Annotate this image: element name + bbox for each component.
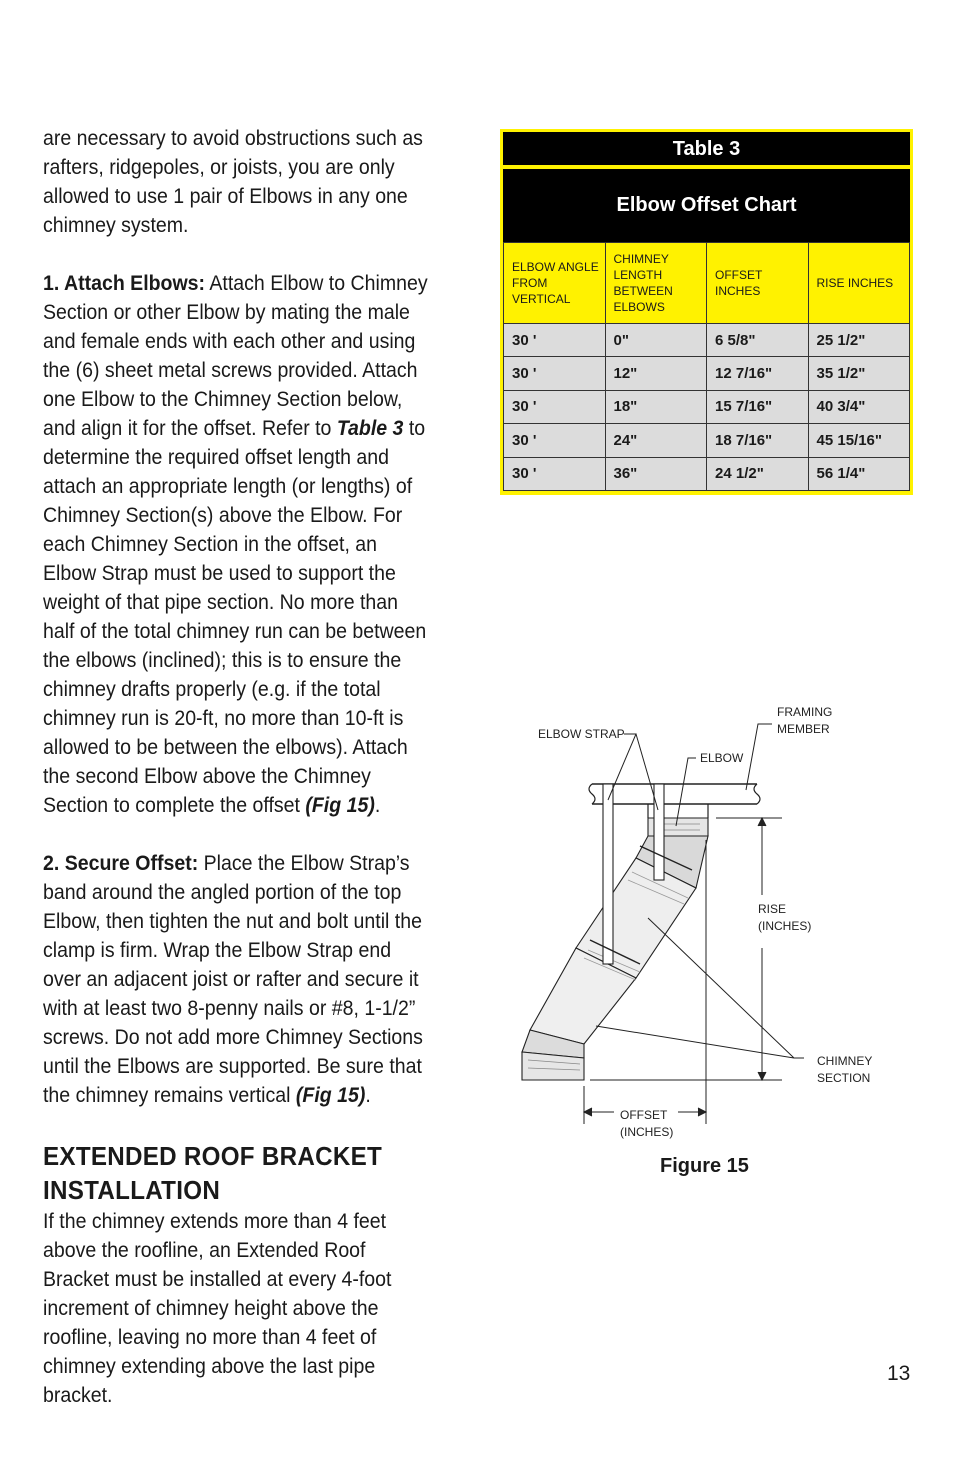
header-cell: OFFSET INCHES bbox=[707, 243, 809, 324]
table-title: Table 3 bbox=[503, 132, 910, 167]
framing-member bbox=[589, 784, 760, 804]
table-cell: 30 ' bbox=[504, 357, 606, 390]
paragraph-secure-offset: 2. Secure Offset: Place the Elbow Strap’s band around the angled portion of the top Elbow, then tighten the nut and bolt until the clamp is firm. Wrap the Elbow Strap end over an adjacent joist or rafter and secure it with at least two 8-penny nails or #8, 1-1/2” screws. Do not add more Chimney Sections until the Elbows are supported. Be sure that the chimney remains vertical (Fig 15). bbox=[43, 852, 423, 1107]
table-cell: 18 7/16" bbox=[707, 424, 809, 457]
table-cell: 18" bbox=[605, 390, 707, 423]
table-cell: 0" bbox=[605, 324, 707, 357]
label-offset-units: (INCHES) bbox=[620, 1125, 674, 1139]
table-cell: 40 3/4" bbox=[808, 390, 910, 423]
table-cell: 24 1/2" bbox=[707, 457, 809, 490]
offset-grid bbox=[503, 242, 910, 491]
body-text-column bbox=[43, 124, 429, 1439]
step1-heading: 1. Attach Elbows: bbox=[43, 272, 206, 295]
label-elbow: ELBOW bbox=[700, 751, 744, 765]
paragraph-roof-bracket: If the chimney extends more than 4 feet above the roofline, an Extended Roof Bracket must be installed at every 4-foot increment of chimney height above the roofline, leaving no more than 4 feet of chimney extending above the last pipe bracket. bbox=[43, 1210, 392, 1407]
header-cell: RISE INCHES bbox=[808, 243, 910, 324]
table-cell: 12 7/16" bbox=[707, 357, 809, 390]
chimney-offset-diagram bbox=[520, 700, 920, 1140]
header-cell: CHIMNEY LENGTH BETWEEN ELBOWS bbox=[605, 243, 707, 324]
section-heading: EXTENDED ROOF BRACKET INSTALLATION bbox=[43, 1141, 383, 1205]
table-subtitle: Elbow Offset Chart bbox=[503, 169, 910, 242]
fig15-reference: (Fig 15) bbox=[305, 794, 375, 817]
section-heading-wrap bbox=[43, 1139, 429, 1207]
table-cell: 6 5/8" bbox=[707, 324, 809, 357]
table-cell: 35 1/2" bbox=[808, 357, 910, 390]
table-row bbox=[504, 424, 910, 457]
table-row bbox=[504, 457, 910, 490]
label-rise-units: (INCHES) bbox=[758, 919, 812, 933]
header-cell: ELBOW ANGLE FROM VERTICAL bbox=[504, 243, 606, 324]
table-cell: 24" bbox=[605, 424, 707, 457]
label-rise: RISE bbox=[758, 902, 787, 916]
table-cell: 36" bbox=[605, 457, 707, 490]
paragraph-attach-elbows: 1. Attach Elbows: Attach Elbow to Chimney Section or other Elbow by mating the male and female ends with each other and using the (6) sheet metal screws provided. Attach one Elbow to the Chimney Section below, and align it for the offset. Refer to Table 3 to determine the required offset length and attach an appropriate length (or lengths) of Chimney Section(s) above the Elbow. For each Chimney Section in the offset, an Elbow Strap must be used to support the weight of that pipe section. No more than half of the total chimney run can be between the elbows (inclined); this is to ensure the chimney drafts properly (e.g. if the total chimney run is 20-ft, no more than 10-ft is allowed to be between the elbows). Attach the second Elbow above the Chimney Section to complete the offset (Fig 15). bbox=[43, 272, 428, 817]
paragraph-intro: are necessary to avoid obstructions such as rafters, ridgepoles, or joists, you are only allowed to use 1 pair of Elbows in any one chimney system. bbox=[43, 127, 423, 237]
table-cell: 45 15/16" bbox=[808, 424, 910, 457]
label-framing: FRAMING bbox=[777, 705, 833, 719]
page-number: 13 bbox=[887, 1362, 911, 1385]
table-cell: 56 1/4" bbox=[808, 457, 910, 490]
table-row bbox=[504, 357, 910, 390]
label-chimney: CHIMNEY bbox=[817, 1054, 873, 1068]
table-cell: 30 ' bbox=[504, 424, 606, 457]
step2-heading: 2. Secure Offset: bbox=[43, 852, 199, 875]
table3-reference: Table 3 bbox=[336, 417, 404, 440]
label-offset: OFFSET bbox=[620, 1108, 668, 1122]
label-member: MEMBER bbox=[777, 722, 830, 736]
table-cell: 15 7/16" bbox=[707, 390, 809, 423]
table-row bbox=[504, 390, 910, 423]
fig15-reference: (Fig 15) bbox=[295, 1084, 366, 1107]
table-cell: 30 ' bbox=[504, 324, 606, 357]
table-cell: 25 1/2" bbox=[808, 324, 910, 357]
figure-caption: Figure 15 bbox=[660, 1155, 749, 1177]
table-cell: 30 ' bbox=[504, 390, 606, 423]
table-cell: 12" bbox=[605, 357, 707, 390]
table-cell: 30 ' bbox=[504, 457, 606, 490]
table-header-row bbox=[504, 243, 910, 324]
label-elbow-strap: ELBOW STRAP bbox=[538, 727, 625, 741]
label-section: SECTION bbox=[817, 1071, 871, 1085]
elbow-offset-table bbox=[500, 129, 913, 495]
table-row bbox=[504, 324, 910, 357]
